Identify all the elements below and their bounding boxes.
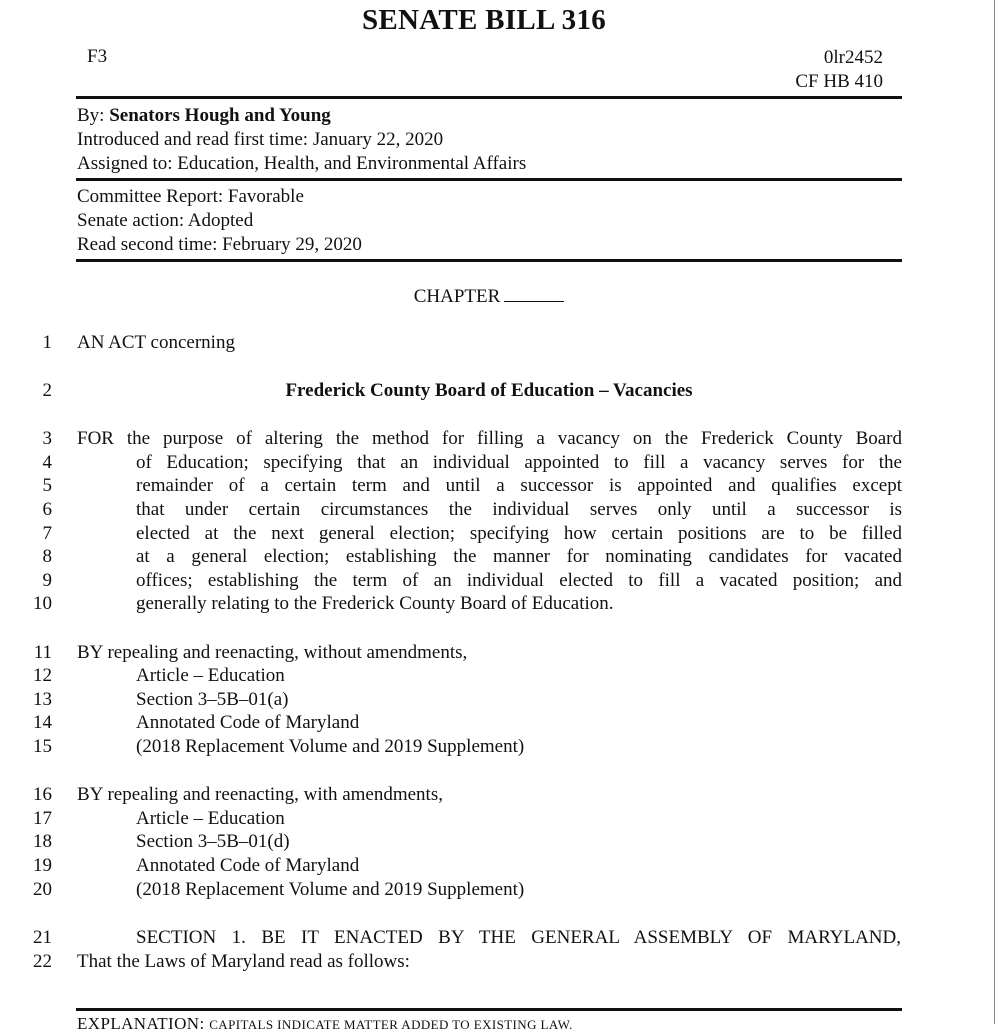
line-text: of Education; specifying that an individual appointed to fill a vacancy serves for the	[136, 452, 902, 473]
divider	[76, 259, 902, 262]
line-number: 15	[33, 736, 52, 757]
line-number: 3	[42, 428, 52, 449]
line-number: 8	[42, 546, 52, 567]
bill-line	[0, 830, 997, 854]
chapter-number-blank	[504, 284, 564, 302]
line-number: 18	[33, 831, 52, 852]
line-number: 19	[33, 855, 52, 876]
bill-code: F3	[87, 46, 108, 67]
sponsors: Senators Hough and Young	[109, 105, 331, 126]
line-number: 9	[42, 570, 52, 591]
explanation-text: CAPITALS INDICATE MATTER ADDED TO EXISTING LAW.	[209, 1017, 573, 1032]
bill-line	[0, 641, 997, 665]
sponsor-block	[77, 104, 526, 176]
line-number: 10	[33, 593, 52, 614]
senate-action: Senate action: Adopted	[77, 210, 254, 231]
line-text: SECTION 1. BE IT ENACTED BY THE GENERAL ASSEMBLY OF MARYLAND,	[136, 927, 901, 948]
line-text: AN ACT concerning	[77, 332, 235, 353]
line-text: Section 3–5B–01(d)	[136, 831, 290, 852]
chapter-line	[0, 284, 978, 308]
bill-line	[0, 592, 997, 616]
bill-subject-heading: Frederick County Board of Education – Vacancies	[285, 380, 693, 401]
line-text: Section 3–5B–01(a)	[136, 689, 289, 710]
divider	[76, 178, 902, 181]
introduced-line: Introduced and read first time: January 22, 2020	[77, 129, 444, 150]
line-text: offices; establishing the term of an individual elected to fill a vacated position; and	[136, 570, 902, 591]
line-text: generally relating to the Frederick County Board of Education.	[136, 593, 614, 614]
line-text: BY repealing and reenacting, without amendments,	[77, 642, 468, 663]
line-number: 14	[33, 712, 52, 733]
bill-line	[0, 783, 997, 807]
bill-line	[0, 427, 997, 451]
chapter-label: CHAPTER	[413, 286, 501, 307]
bill-line	[0, 664, 997, 688]
explanation-label: EXPLANATION:	[77, 1014, 205, 1033]
line-text: Article – Education	[136, 808, 285, 829]
divider	[76, 96, 902, 99]
line-text: Annotated Code of Maryland	[136, 855, 360, 876]
line-number: 1	[42, 332, 52, 353]
bill-line	[0, 331, 997, 355]
line-text: FOR the purpose of altering the method for filling a vacancy on the Frederick County Board	[77, 428, 902, 449]
line-text: remainder of a certain term and until a successor is appointed and qualifies except	[136, 475, 902, 496]
bill-line	[0, 807, 997, 831]
bill-line	[0, 854, 997, 878]
line-text: at a general election; establishing the manner for nominating candidates for vacated	[136, 546, 902, 567]
bill-line	[0, 569, 997, 593]
explanation-footnote	[77, 1014, 573, 1034]
by-label: By:	[77, 105, 105, 126]
line-number: 4	[42, 452, 52, 473]
line-number: 11	[33, 642, 52, 663]
divider	[76, 1008, 902, 1011]
cross-file: CF HB 410	[795, 71, 883, 92]
bill-line	[0, 926, 997, 950]
line-number: 7	[42, 523, 52, 544]
bill-line	[0, 545, 997, 569]
bill-identifiers	[795, 46, 883, 94]
line-text: Article – Education	[136, 665, 285, 686]
line-text: (2018 Replacement Volume and 2019 Supplement)	[136, 736, 525, 757]
bill-line	[0, 522, 997, 546]
draft-id: 0lr2452	[823, 47, 883, 68]
assigned-line: Assigned to: Education, Health, and Environmental Affairs	[77, 153, 527, 174]
bill-line	[0, 451, 997, 475]
bill-line	[0, 474, 997, 498]
action-block	[77, 185, 362, 257]
bill-line	[0, 878, 997, 902]
line-number: 13	[33, 689, 52, 710]
second-reading: Read second time: February 29, 2020	[77, 234, 362, 255]
line-number: 20	[33, 879, 52, 900]
bill-line	[0, 688, 997, 712]
line-text: elected at the next general election; specifying how certain positions are to be filled	[136, 523, 902, 544]
bill-line	[0, 498, 997, 522]
line-text: that under certain circumstances the individual serves only until a successor is	[136, 499, 902, 520]
bill-line	[0, 735, 997, 759]
line-number: 21	[33, 927, 52, 948]
line-text: (2018 Replacement Volume and 2019 Supplement)	[136, 879, 525, 900]
line-text: Annotated Code of Maryland	[136, 712, 360, 733]
line-text: That the Laws of Maryland read as follows:	[77, 951, 410, 972]
bill-title: SENATE BILL 316	[361, 4, 607, 36]
bill-line	[0, 711, 997, 735]
line-number: 16	[33, 784, 52, 805]
bill-line	[0, 379, 997, 403]
line-number: 22	[33, 951, 52, 972]
line-number: 5	[42, 475, 52, 496]
line-text: BY repealing and reenacting, with amendments,	[77, 784, 443, 805]
committee-report: Committee Report: Favorable	[77, 186, 304, 207]
line-number: 12	[33, 665, 52, 686]
line-number: 6	[42, 499, 52, 520]
line-number: 17	[33, 808, 52, 829]
sponsors-line	[77, 104, 526, 128]
line-number: 2	[42, 380, 52, 401]
bill-line	[0, 950, 997, 974]
